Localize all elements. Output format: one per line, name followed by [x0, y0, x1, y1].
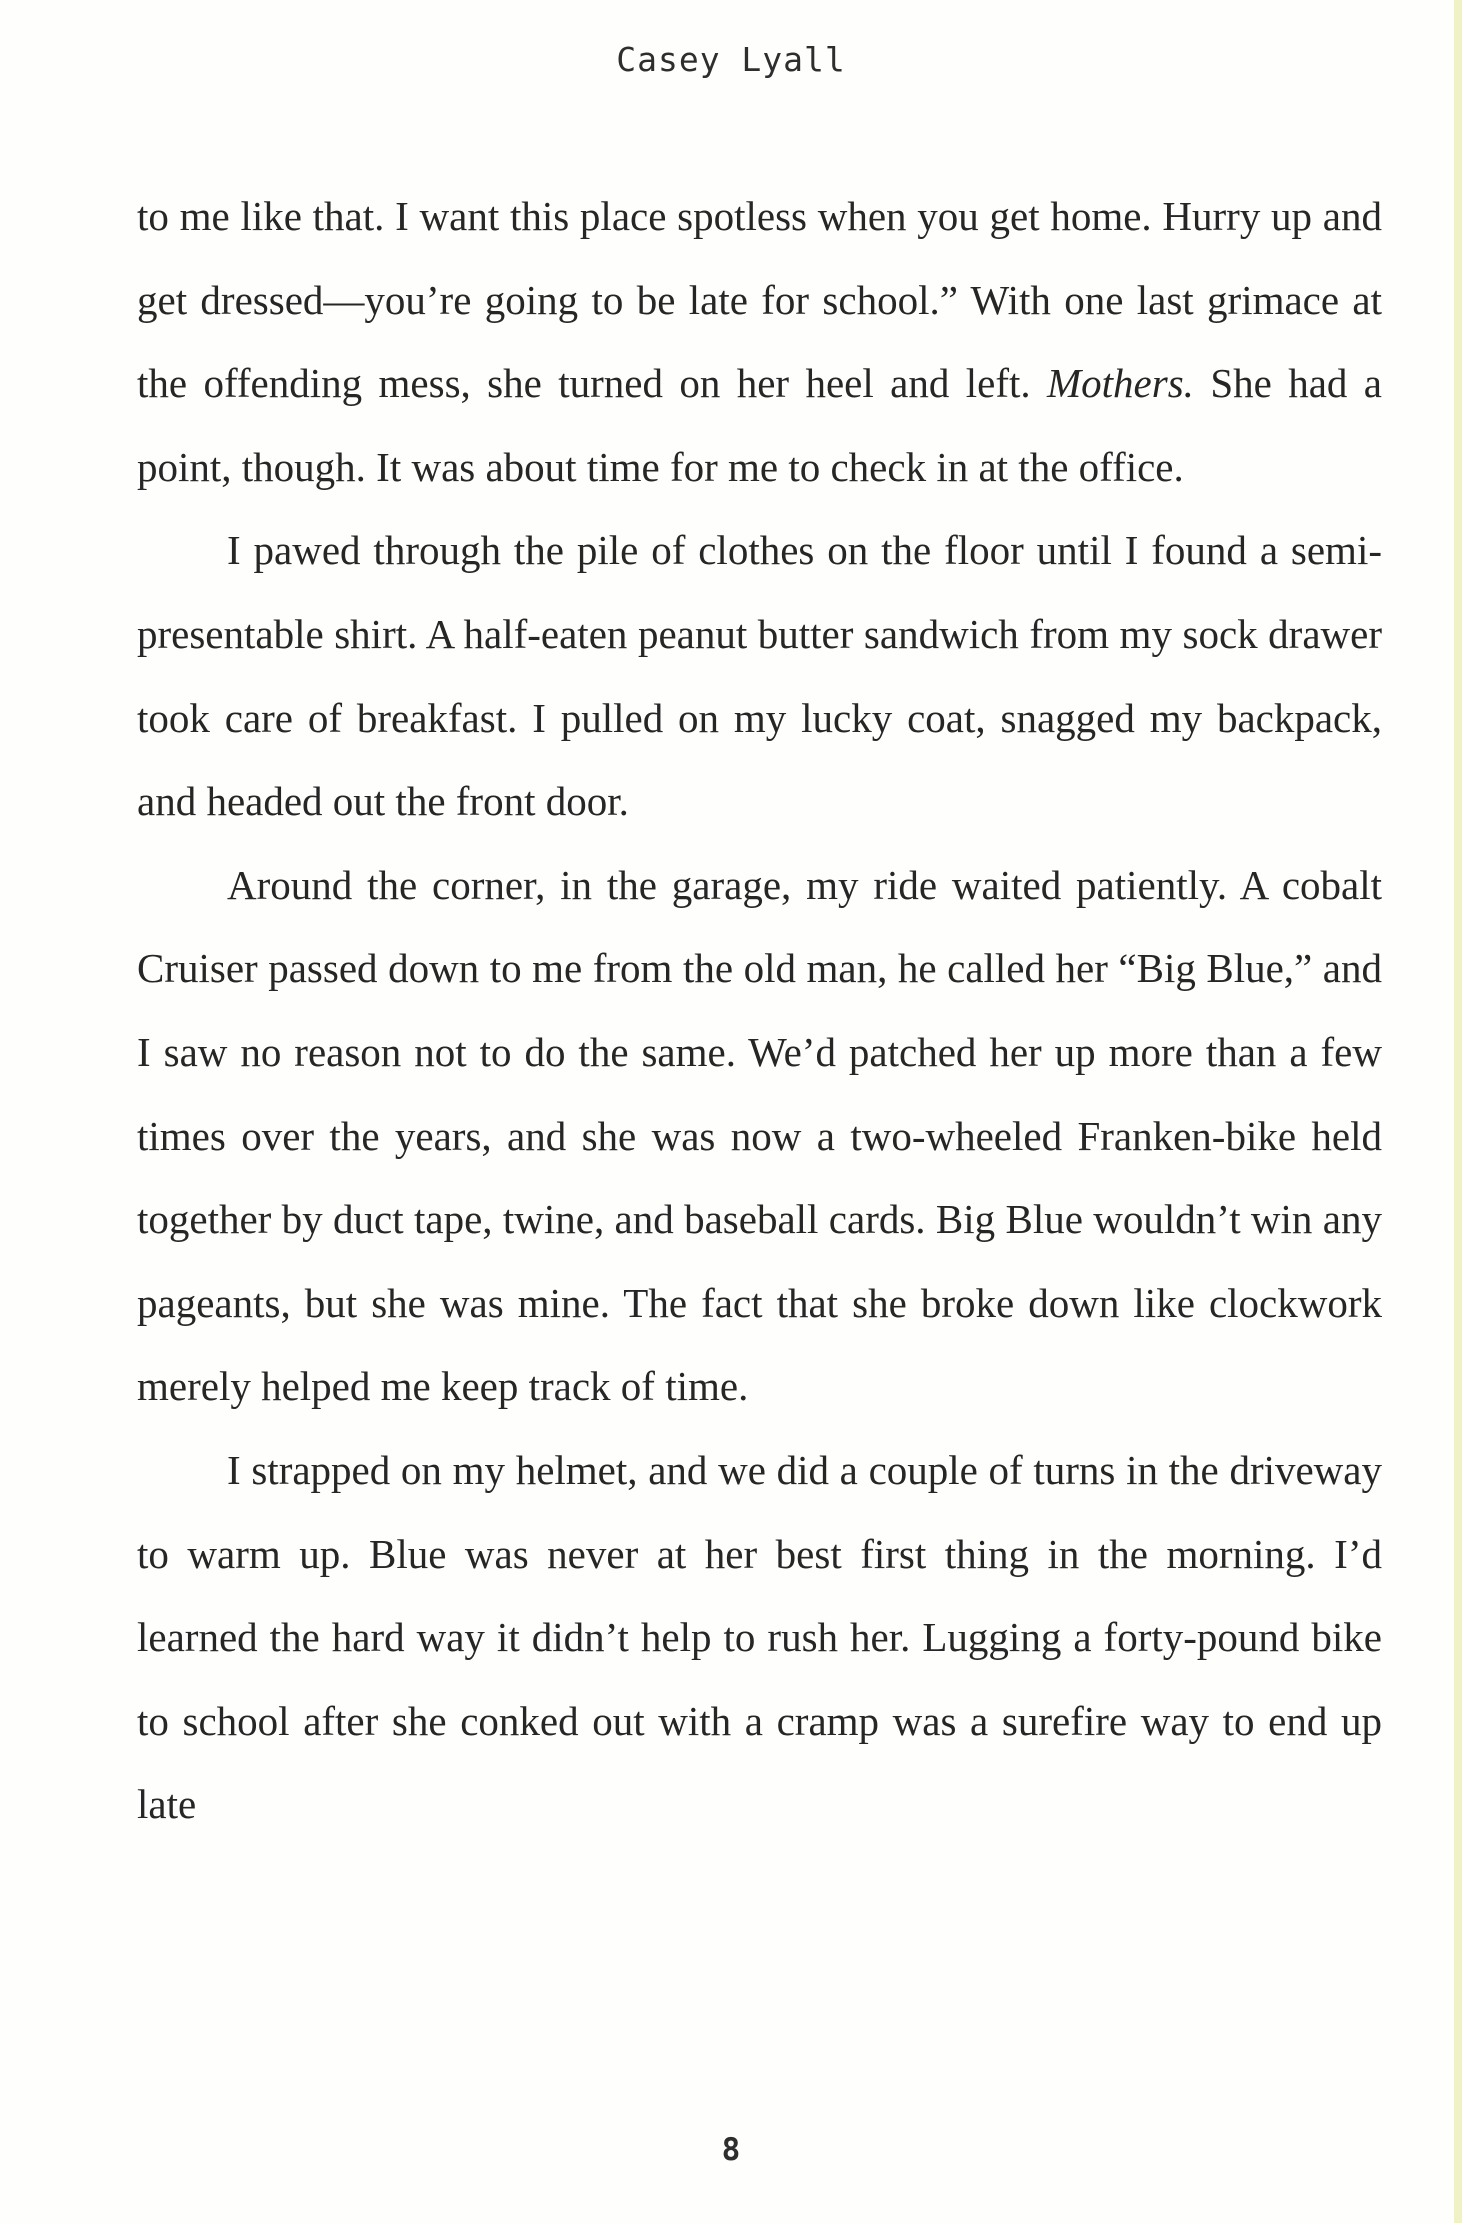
paragraph-1-text-start: to me like that. I want this place spotless when you get home. Hurry up and get dressed—you’re going to be late for school.” With one last grimace at the offending mess, she turned on her heel and left.: [137, 193, 1382, 407]
paragraph-3: Around the corner, in the garage, my ride waited patiently. A cobalt Cruiser passed down to me from the old man, he called her “Big Blue,” and I saw no reason not to do the same. We’d patched her up more than a few times over the years, and she was now a two-wheeled Franken-bike held together by duct tape, twine, and baseball cards. Big Blue wouldn’t win any pageants, but she was mine. The fact that she broke down like clockwork merely helped me keep track of time.: [137, 861, 1382, 1410]
paragraph-1-text-end: She had a point, though. It was about time for me to check in at the office.: [137, 360, 1382, 490]
paragraph-1: [137, 175, 1382, 509]
paragraph-1-emphasis: Mothers.: [1047, 360, 1194, 407]
paragraph-2: I pawed through the pile of clothes on the floor until I found a semi-presentable shirt. A half-eaten peanut butter sandwich from my sock drawer took care of breakfast. I pulled on my lucky coat, snagged my backpack, and headed out the front door.: [137, 527, 1382, 825]
paragraph-4: I strapped on my helmet, and we did a couple of turns in the driveway to warm up. Blue was never at her best first thing in the morning. I’d learned the hard way it didn’t help to rush her. Lugging a forty-pound bike to school after she conked out with a cramp was a surefire way to end up late: [137, 1446, 1382, 1828]
page-number: 8: [721, 2132, 741, 2168]
body-text: [137, 175, 1382, 1847]
running-head: Casey Lyall: [616, 40, 846, 79]
